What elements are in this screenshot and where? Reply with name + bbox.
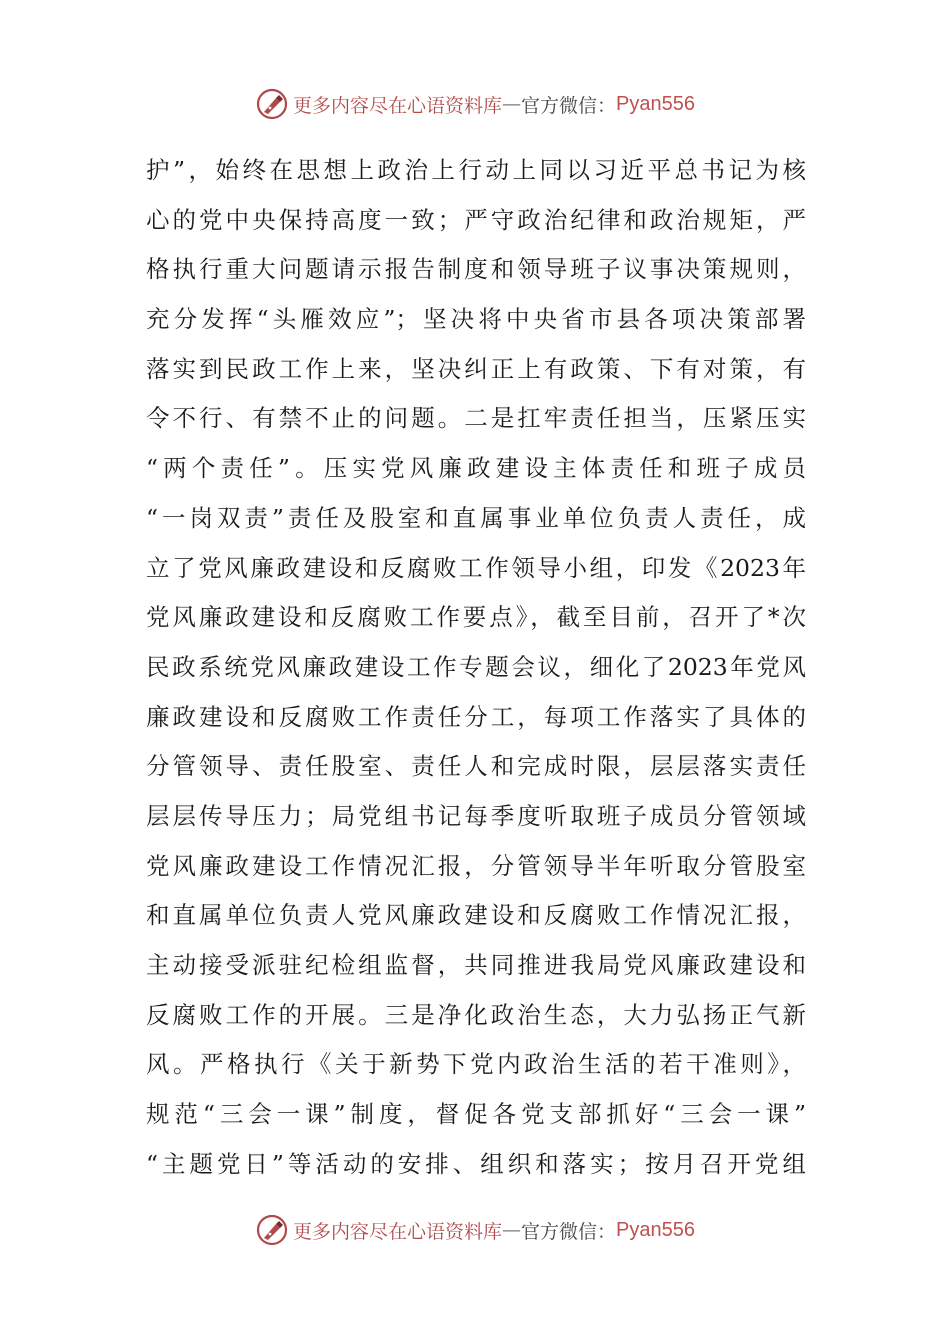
header-watermark-banner — [0, 84, 950, 124]
footer-wechat-label: 官方微信： — [521, 1220, 617, 1243]
text-line: 心的党中央保持高度一致；严守政治纪律和政治规矩，严 — [146, 205, 806, 234]
footer-wechat-id: Pyan556 — [616, 1218, 695, 1241]
text-line: “两个责任”。压实党风廉政建设主体责任和班子成员 — [146, 454, 806, 483]
header-wechat-id: Pyan556 — [616, 92, 695, 115]
text-line: 党风廉政建设和反腐败工作要点》，截至目前，召开了*次 — [146, 603, 806, 632]
header-wechat-label: 官方微信： — [521, 94, 617, 117]
header-site-text: 更多内容尽在心语资料库 — [293, 94, 503, 117]
text-line: 护”，始终在思想上政治上行动上同以习近平总书记为核 — [146, 156, 806, 184]
document-body — [146, 146, 806, 1189]
text-line: 充分发挥“头雁效应”；坚决将中央省市县各项决策部署 — [146, 305, 806, 334]
footer-dash: — — [502, 1219, 522, 1241]
text-line: 落实到民政工作上来，坚决纠正上有政策、下有对策，有 — [146, 354, 806, 383]
text-line: “一岗双责”责任及股室和直属事业单位负责人责任，成 — [146, 503, 806, 532]
text-line: 主动接受派驻纪检组监督，共同推进我局党风廉政建设和 — [146, 951, 806, 979]
header-dash: — — [502, 93, 522, 115]
text-line: 反腐败工作的开展。三是净化政治生态，大力弘扬正气新 — [146, 1000, 806, 1029]
pen-nib-circle-icon — [255, 87, 289, 121]
text-line: 令不行、有禁不止的问题。二是扛牢责任担当，压紧压实 — [146, 404, 806, 433]
text-line: 格执行重大问题请示报告制度和领导班子议事决策规则， — [146, 255, 806, 284]
text-line: 立了党风廉政建设和反腐败工作领导小组，印发《2023年 — [146, 553, 806, 582]
text-line: 规范“三会一课”制度，督促各党支部抓好“三会一课” — [146, 1100, 806, 1129]
footer-watermark-banner — [0, 1210, 950, 1250]
text-line: 民政系统党风廉政建设工作专题会议，细化了2023年党风 — [146, 652, 806, 681]
pen-nib-circle-icon — [255, 1213, 289, 1247]
text-line: 和直属单位负责人党风廉政建设和反腐败工作情况汇报， — [146, 901, 806, 930]
text-line: 廉政建设和反腐败工作责任分工，每项工作落实了具体的 — [146, 702, 806, 731]
text-line: 分管领导、责任股室、责任人和完成时限，层层落实责任 — [146, 752, 806, 781]
text-line: 风。严格执行《关于新势下党内政治生活的若干准则》， — [146, 1050, 806, 1079]
text-line: 党风廉政建设工作情况汇报，分管领导半年听取分管股室 — [146, 851, 806, 880]
text-line: “主题党日”等活动的安排、组织和落实；按月召开党组 — [146, 1149, 806, 1178]
text-line: 层层传导压力；局党组书记每季度听取班子成员分管领域 — [146, 801, 806, 830]
footer-site-text: 更多内容尽在心语资料库 — [293, 1220, 503, 1243]
